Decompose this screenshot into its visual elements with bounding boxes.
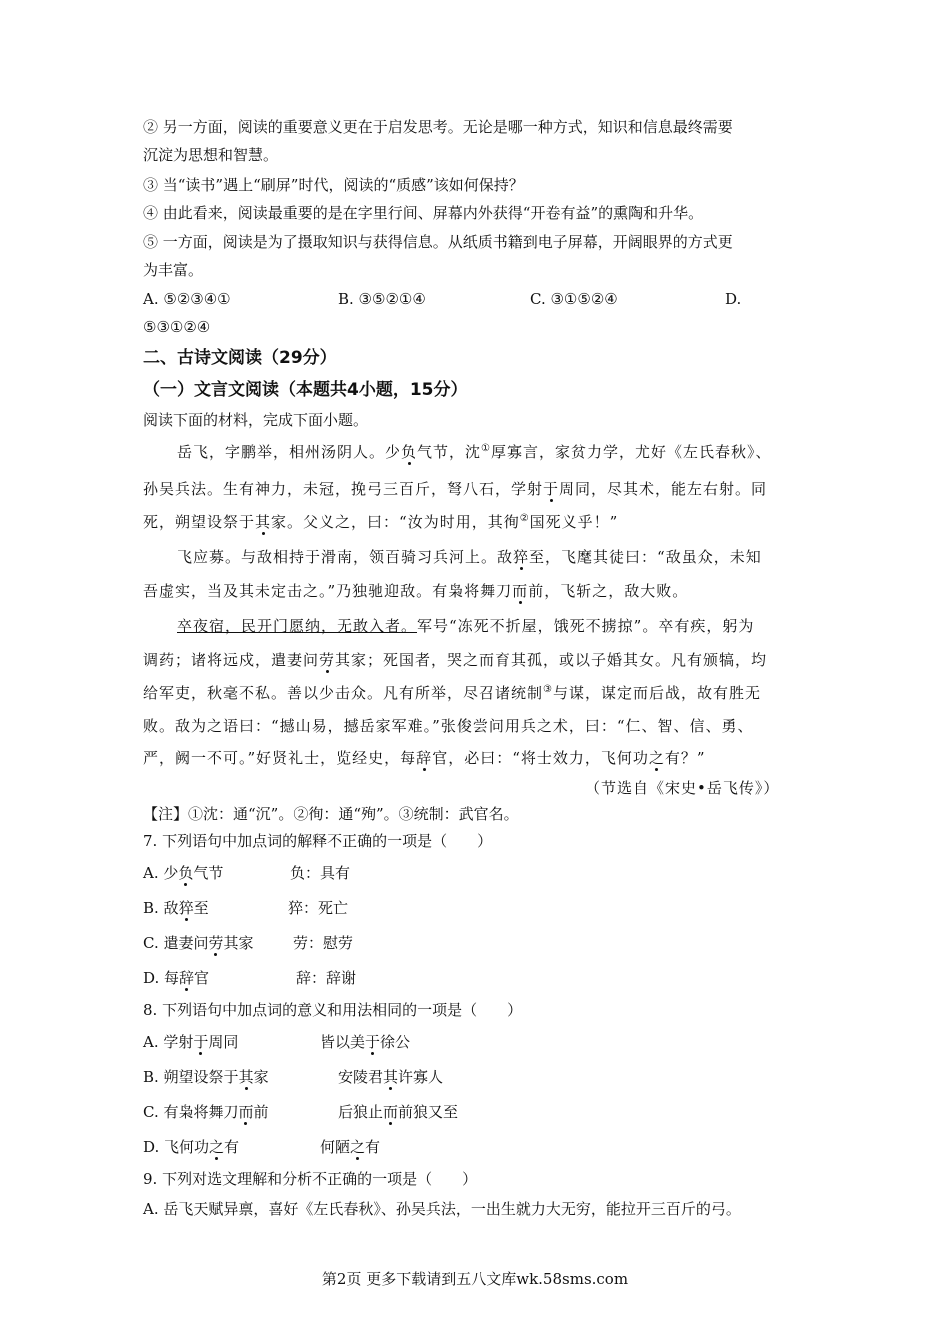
section-subtitle: （一）文言文阅读（本题共4小题，15分） — [143, 380, 468, 400]
passage-p3-line-2: 调药；诸将远戍，遣妻问劳其家；死国者，哭之而育其孤，或以子婚其女。凡有颁犒，均 — [143, 651, 768, 669]
passage-notes: 【注】①沈：通“沉”。②徇：通“殉”。③统制：武官名。 — [143, 805, 519, 823]
passage-p2-line-1: 飞应募。与敌相持于滑南，领百骑习兵河上。敌猝至，飞麾其徒曰：“敌虽众，未知 — [177, 548, 762, 566]
option-a[interactable]: A. ⑤②③④① — [143, 290, 231, 308]
passage-p3-line-4: 败。敌为之语曰：“撼山易，撼岳家军难。”张俊尝问用兵之术，曰：“仁、智、信、勇、 — [143, 717, 754, 735]
q8-option-a[interactable]: A. 学射于周同 皆以美于徐公 — [143, 1033, 411, 1051]
q8-option-d[interactable]: D. 飞何功之有 何陋之有 — [143, 1138, 381, 1156]
q8-option-c[interactable]: C. 有枭将舞刀而前 后狼止而前狼又至 — [143, 1103, 459, 1121]
order-item-2-line-1: ② 另一方面，阅读的重要意义更在于启发思考。无论是哪一种方式，知识和信息最终需要 — [143, 118, 733, 136]
passage-p3-line-5: 严，阙一不可。”好贤礼士，览经史，每辞官，必曰：“将士效力，飞何功之有？” — [143, 749, 706, 767]
option-b[interactable]: B. ③⑤②①④ — [338, 290, 426, 308]
passage-p1-line-2: 孙吴兵法。生有神力，未冠，挽弓三百斤，弩八石，学射于周同，尽其术，能左右射。同 — [143, 480, 768, 498]
q9-option-a[interactable]: A. 岳飞天赋异禀，喜好《左氏春秋》、孙吴兵法，一出生就力大无穷，能拉开三百斤的弓。 — [143, 1200, 741, 1218]
q7-option-c[interactable]: C. 遣妻问劳其家 劳：慰劳 — [143, 934, 354, 952]
q7-option-b[interactable]: B. 敌猝至 猝：死亡 — [143, 899, 349, 917]
q7-stem: 7. 下列语句中加点词的解释不正确的一项是（ ） — [143, 832, 493, 850]
option-c[interactable]: C. ③①⑤②④ — [530, 290, 618, 308]
order-item-3: ③ 当“读书”遇上“刷屏”时代，阅读的“质感”该如何保持？ — [143, 176, 524, 194]
page-footer: 第2页 更多下载请到五八文库wk.58sms.com — [321, 1270, 629, 1288]
passage-p3-line-1: 卒夜宿，民开门愿纳，无敢入者。军号“冻死不折屋，饿死不掳掠”。卒有疾，躬为 — [177, 617, 755, 635]
q7-option-d[interactable]: D. 每辞官 辞：辞谢 — [143, 969, 357, 987]
instruction: 阅读下面的材料，完成下面小题。 — [143, 411, 369, 429]
passage-p1-line-1: 岳飞，字鹏举，相州汤阴人。少负气节，沈①厚寡言，家贫力学，尤好《左氏春秋》、 — [177, 443, 772, 461]
order-item-4: ④ 由此看来，阅读最重要的是在字里行间、屏幕内外获得“开卷有益”的熏陶和升华。 — [143, 204, 704, 222]
q9-stem: 9. 下列对选文理解和分析不正确的一项是（ ） — [143, 1170, 478, 1188]
q8-option-b[interactable]: B. 朔望设祭于其家 安陵君其许寡人 — [143, 1068, 444, 1086]
order-item-2-line-2: 沉淀为思想和智慧。 — [143, 146, 279, 164]
passage-p1-line-3: 死，朔望设祭于其家。父义之，曰：“汝为时用，其徇②国死义乎！” — [143, 513, 619, 531]
underlined-sentence: 卒夜宿，民开门愿纳，无敢入者。 — [177, 617, 418, 635]
passage-p2-line-2: 吾虚实，当及其未定击之。”乃独驰迎敌。有枭将舞刀而前，飞斩之，敌大败。 — [143, 582, 689, 600]
order-item-5-line-2: 为丰富。 — [143, 261, 204, 279]
q8-stem: 8. 下列语句中加点词的意义和用法相同的一项是（ ） — [143, 1001, 523, 1019]
passage-source: （节选自《宋史•岳飞传》） — [585, 779, 780, 797]
order-item-5-line-1: ⑤ 一方面，阅读是为了摄取知识与获得信息。从纸质书籍到电子屏幕，开阔眼界的方式更 — [143, 233, 733, 251]
section-title: 二、古诗文阅读（29分） — [143, 348, 337, 368]
q7-option-a[interactable]: A. 少负气节 负：具有 — [143, 864, 351, 882]
passage-p3-line-3: 给军吏，秋毫不私。善以少击众。凡有所举，尽召诸统制③与谋，谋定而后战，故有胜无 — [143, 684, 761, 702]
option-d-continued: ⑤③①②④ — [143, 318, 211, 336]
option-d[interactable]: D. — [725, 290, 742, 308]
